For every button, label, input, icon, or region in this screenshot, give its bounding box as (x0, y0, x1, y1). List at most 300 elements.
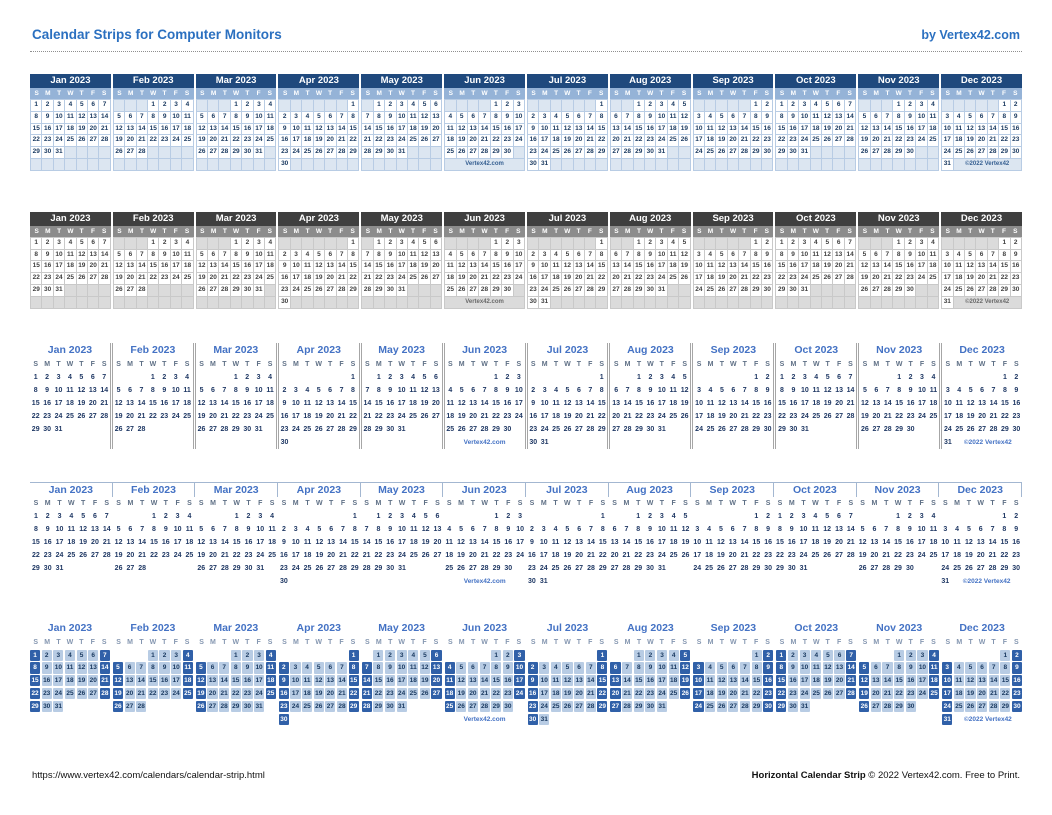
empty-cell (325, 100, 335, 111)
date-cell: 6 (834, 650, 844, 661)
date-cell: 19 (419, 124, 429, 135)
date-cell: 14 (138, 538, 147, 546)
weekday-letter: T (968, 90, 973, 97)
weekday-letter: S (267, 638, 273, 646)
empty-cell (231, 575, 243, 588)
empty-cell (798, 575, 810, 588)
date-cell: 7 (362, 112, 372, 123)
date-cell: 5 (965, 662, 975, 673)
date-cell: 22 (634, 551, 643, 559)
date-cell: 13 (574, 675, 584, 686)
date-cell: 20 (325, 688, 335, 699)
date-cell: 19 (823, 675, 833, 686)
date-cell: 16 (646, 399, 655, 407)
empty-cell (739, 510, 751, 523)
empty-cell (147, 436, 158, 449)
empty-cell (788, 714, 798, 725)
weekday-letter: T (885, 227, 890, 235)
empty-cell (611, 238, 621, 249)
source-url: https://www.vertex42.com/calendars/calendar-strip.html (32, 769, 265, 781)
date-cell: 26 (420, 412, 429, 420)
date-cell: 19 (314, 135, 324, 146)
date-cell: 8 (352, 525, 357, 533)
date-cell: 11 (265, 112, 275, 123)
weekday-letter: M (707, 90, 714, 97)
date-cell: 29 (751, 147, 761, 158)
weekday-letter: T (328, 227, 333, 235)
empty-cell (408, 701, 418, 712)
empty-cell (372, 575, 384, 588)
date-cell: 21 (219, 273, 229, 284)
date-cell: 27 (431, 135, 441, 146)
date-cell: 12 (680, 386, 689, 394)
date-cell: 19 (563, 412, 572, 420)
empty-cell (976, 371, 987, 384)
date-cell: 16 (788, 261, 798, 272)
empty-cell (811, 285, 821, 296)
date-cell: 9 (159, 112, 169, 123)
weekday-letter: T (802, 360, 807, 368)
date-cell: 8 (148, 662, 158, 673)
date-cell: 26 (859, 147, 869, 158)
empty-cell (443, 510, 455, 523)
date-cell: 27 (872, 425, 881, 433)
empty-cell (160, 575, 172, 588)
empty-cell (679, 285, 689, 296)
date-cell: 19 (420, 399, 429, 407)
empty-cell (291, 159, 301, 170)
weekday-letter: T (990, 499, 995, 507)
empty-cell (871, 371, 882, 384)
month-block (445, 621, 525, 725)
date-cell: 10 (657, 525, 666, 533)
date-cell: 4 (270, 512, 275, 520)
weekday-letter: M (624, 90, 631, 97)
empty-cell (265, 285, 275, 296)
empty-cell (539, 100, 549, 111)
date-cell: 10 (254, 250, 264, 261)
date-cell: 4 (553, 525, 558, 533)
empty-cell (928, 562, 940, 575)
date-cell: 17 (514, 675, 524, 686)
empty-cell (833, 159, 843, 170)
empty-cell (928, 147, 938, 158)
date-cell: 13 (469, 399, 478, 407)
weekday-letter: T (162, 638, 167, 646)
date-cell: 24 (917, 688, 927, 699)
date-cell: 12 (562, 675, 572, 686)
date-grid (361, 99, 442, 171)
date-cell: 1 (233, 373, 238, 381)
date-cell: 13 (728, 675, 738, 686)
date-cell: 9 (765, 386, 770, 394)
date-cell: 28 (882, 564, 891, 572)
date-cell: 26 (77, 135, 87, 146)
date-cell: 24 (171, 412, 180, 420)
date-cell: 7 (589, 525, 593, 533)
date-cell: 15 (776, 538, 784, 546)
date-cell: 12 (679, 250, 689, 261)
date-cell: 1 (1002, 512, 1007, 520)
date-grid (774, 510, 857, 588)
date-cell: 10 (917, 662, 927, 673)
empty-cell (562, 297, 572, 308)
weekday-letter: M (873, 638, 880, 646)
date-cell: 17 (941, 551, 950, 559)
empty-cell (397, 297, 407, 308)
empty-cell (76, 423, 87, 436)
date-cell: 15 (373, 675, 383, 686)
date-cell: 21 (102, 538, 111, 546)
date-cell: 5 (81, 512, 86, 520)
weekday-letter: W (812, 360, 820, 368)
weekday-letter: T (388, 360, 393, 368)
date-cell: 17 (657, 675, 667, 686)
weekday-letter: F (339, 638, 344, 646)
weekday-header (775, 226, 856, 237)
month-block (527, 212, 608, 309)
empty-cell (679, 297, 689, 308)
date-cell: 10 (800, 662, 810, 673)
date-cell: 4 (707, 525, 712, 533)
date-cell: 25 (669, 412, 678, 420)
date-cell: 31 (539, 714, 549, 725)
empty-cell (266, 714, 276, 725)
date-cell: 17 (173, 538, 182, 546)
date-cell: 16 (645, 261, 655, 272)
date-cell: 17 (539, 135, 549, 146)
weekday-letter: W (894, 499, 902, 507)
date-cell: 19 (823, 399, 832, 407)
date-cell: 10 (800, 386, 809, 394)
weekday-letter: W (481, 227, 488, 235)
date-cell: 23 (385, 688, 395, 699)
weekday-header (279, 358, 359, 371)
date-cell: 17 (53, 675, 63, 686)
date-cell: 22 (492, 412, 500, 420)
weekday-letter: F (90, 90, 95, 97)
date-cell: 3 (254, 100, 264, 111)
date-cell: 4 (266, 650, 276, 661)
empty-cell (609, 575, 621, 588)
empty-cell (457, 238, 467, 249)
empty-cell (762, 575, 774, 588)
date-grid (527, 237, 608, 309)
date-cell: 13 (611, 124, 621, 135)
date-cell: 10 (799, 250, 809, 261)
date-cell: 19 (858, 551, 867, 559)
weekday-letter: W (978, 360, 986, 368)
empty-cell (833, 423, 844, 436)
empty-cell (172, 562, 184, 575)
date-cell: 8 (491, 112, 501, 123)
empty-cell (219, 714, 229, 725)
empty-cell (514, 147, 524, 158)
month-block (361, 74, 442, 171)
weekday-header (113, 497, 196, 510)
month-title: Feb 2023 (130, 343, 176, 356)
weekday-letter: M (623, 499, 630, 507)
month-title: May 2023 (378, 621, 425, 634)
date-grid (859, 649, 939, 725)
date-cell: 15 (776, 124, 786, 135)
date-cell: 3 (175, 512, 180, 520)
date-cell: 18 (409, 538, 418, 546)
empty-cell (634, 159, 644, 170)
date-cell: 16 (386, 399, 395, 407)
date-cell: 1 (376, 512, 381, 520)
date-cell: 31 (799, 147, 809, 158)
date-cell: 3 (173, 373, 178, 381)
date-cell: 16 (1011, 124, 1021, 135)
date-cell: 25 (552, 425, 560, 433)
empty-cell (243, 575, 255, 588)
date-cell: 20 (871, 135, 881, 146)
date-cell: 22 (491, 688, 501, 699)
date-cell: 15 (348, 261, 358, 272)
empty-cell (954, 371, 965, 384)
date-cell: 27 (834, 688, 844, 699)
empty-cell (408, 714, 418, 725)
empty-cell (905, 159, 915, 170)
month-title: Sep 2023 (693, 74, 774, 88)
date-cell: 23 (645, 688, 655, 699)
date-cell: 5 (825, 512, 830, 520)
weekday-letter: S (777, 499, 783, 507)
date-cell: 3 (694, 250, 704, 261)
date-cell: 8 (148, 250, 158, 261)
empty-cell (314, 238, 324, 249)
date-cell: 19 (419, 261, 429, 272)
date-cell: 2 (42, 650, 52, 661)
date-cell: 4 (302, 112, 312, 123)
weekday-letter: T (140, 499, 145, 507)
date-cell: 24 (799, 135, 809, 146)
date-cell: 21 (339, 551, 347, 559)
weekday-letter: S (350, 360, 356, 368)
empty-cell (195, 575, 207, 588)
empty-cell (574, 714, 584, 725)
date-cell: 23 (645, 273, 655, 284)
date-cell: 21 (622, 551, 631, 559)
date-cell: 30 (645, 285, 655, 296)
weekday-header (30, 226, 111, 237)
month-block (193, 343, 276, 449)
month-title: Jan 2023 (30, 212, 111, 226)
date-cell: 11 (408, 250, 418, 261)
date-cell: 12 (196, 675, 206, 686)
weekday-letter: T (719, 227, 724, 235)
weekday-letter: S (198, 499, 204, 507)
date-cell: 29 (635, 425, 643, 433)
empty-cell (137, 297, 147, 308)
month-block (773, 343, 856, 449)
date-cell: 3 (258, 512, 263, 520)
date-cell: 5 (317, 525, 322, 533)
date-cell: 29 (778, 425, 786, 433)
month-block (113, 621, 193, 725)
date-cell: 11 (954, 124, 964, 135)
empty-cell (100, 701, 110, 712)
date-cell: 14 (479, 261, 489, 272)
date-cell: 7 (988, 112, 998, 123)
date-grid (528, 371, 608, 449)
date-cell: 17 (291, 412, 300, 420)
month-title: Dec 2023 (939, 482, 1022, 497)
date-cell: 9 (385, 662, 395, 673)
date-cell: 12 (457, 399, 466, 407)
date-cell: 1 (374, 100, 384, 111)
date-cell: 8 (634, 662, 644, 673)
weekday-letter: T (908, 638, 913, 646)
empty-cell (136, 714, 146, 725)
empty-cell (31, 297, 41, 308)
date-cell: 30 (1011, 285, 1021, 296)
month-title: Jun 2023 (462, 343, 508, 356)
empty-cell (585, 238, 595, 249)
empty-cell (880, 575, 892, 588)
date-cell: 23 (503, 688, 513, 699)
date-cell: 2 (763, 650, 773, 661)
date-cell: 2 (242, 100, 252, 111)
date-cell: 8 (374, 112, 384, 123)
date-cell: 31 (540, 438, 549, 446)
empty-cell (279, 371, 290, 384)
date-cell: 22 (596, 273, 606, 284)
date-cell: 15 (492, 538, 501, 546)
empty-cell (574, 159, 584, 170)
date-cell: 18 (928, 124, 938, 135)
empty-cell (561, 575, 573, 588)
empty-cell (845, 159, 855, 170)
month-title: Jan 2023 (47, 343, 93, 356)
date-cell: 12 (197, 399, 206, 407)
month-title: Jul 2023 (527, 74, 608, 88)
empty-cell (99, 159, 109, 170)
empty-cell (776, 297, 786, 308)
month-block (691, 482, 774, 588)
empty-cell (562, 371, 573, 384)
date-cell: 7 (882, 662, 892, 673)
weekday-letter: M (44, 360, 51, 368)
weekday-letter: M (790, 90, 797, 97)
date-cell: 24 (916, 273, 926, 284)
date-cell: 9 (246, 525, 251, 533)
date-cell: 9 (789, 525, 794, 533)
date-cell: 15 (231, 399, 240, 407)
date-cell: 13 (574, 261, 584, 272)
date-cell: 1 (494, 512, 499, 520)
date-cell: 29 (32, 564, 40, 572)
date-cell: 9 (242, 250, 252, 261)
empty-cell (715, 510, 727, 523)
weekday-letter: F (1002, 227, 1007, 235)
date-cell: 25 (954, 285, 964, 296)
date-cell: 20 (125, 688, 135, 699)
date-cell: 9 (528, 261, 538, 272)
date-cell: 4 (445, 112, 455, 123)
weekday-letter: W (315, 360, 323, 368)
empty-cell (668, 436, 679, 449)
date-cell: 6 (612, 525, 617, 533)
empty-cell (77, 575, 89, 588)
empty-cell (207, 650, 217, 661)
date-cell: 6 (577, 525, 582, 533)
empty-cell (325, 650, 335, 661)
empty-cell (207, 575, 219, 588)
empty-cell (786, 575, 798, 588)
month-title: Jul 2023 (546, 343, 589, 356)
weekday-header (30, 497, 113, 510)
empty-cell (574, 238, 584, 249)
weekday-letter: T (494, 499, 499, 507)
weekday-letter: T (222, 360, 227, 368)
date-cell: 18 (302, 688, 312, 699)
date-cell: 17 (657, 399, 666, 407)
empty-cell (54, 159, 64, 170)
date-cell: 28 (739, 285, 749, 296)
empty-cell (750, 575, 762, 588)
date-cell: 1 (148, 650, 158, 661)
date-cell: 6 (728, 112, 738, 123)
date-cell: 17 (397, 124, 407, 135)
date-cell: 20 (88, 399, 97, 407)
empty-cell (893, 159, 903, 170)
weekday-letter: T (659, 90, 664, 97)
date-cell: 5 (683, 512, 688, 520)
date-cell: 11 (706, 399, 715, 407)
empty-cell (528, 650, 538, 661)
empty-cell (882, 436, 893, 449)
weekday-letter: T (329, 499, 334, 507)
date-cell: 10 (656, 250, 666, 261)
date-cell: 26 (822, 135, 832, 146)
empty-cell (314, 714, 324, 725)
weekday-letter: W (315, 90, 322, 97)
empty-cell (77, 285, 87, 296)
empty-cell (337, 159, 347, 170)
date-cell: 28 (102, 551, 111, 559)
empty-cell (302, 436, 313, 449)
empty-cell (136, 650, 146, 661)
date-cell: 28 (337, 285, 347, 296)
weekday-header (278, 497, 361, 510)
weekday-letter: W (150, 227, 157, 235)
date-cell: 8 (1000, 662, 1010, 673)
empty-cell (88, 159, 98, 170)
month-title: Mar 2023 (213, 343, 259, 356)
empty-cell (313, 575, 325, 588)
empty-cell (739, 297, 749, 308)
empty-cell (219, 297, 229, 308)
date-cell: 6 (611, 250, 621, 261)
date-cell: 2 (1014, 512, 1019, 520)
empty-cell (751, 297, 761, 308)
date-cell: 4 (268, 373, 272, 381)
date-cell: 29 (30, 701, 40, 712)
weekday-header (30, 358, 110, 371)
weekday-letter: S (862, 227, 868, 235)
date-cell: 3 (945, 386, 950, 394)
date-cell: 6 (730, 525, 735, 533)
weekday-letter: S (448, 227, 453, 235)
date-cell: 27 (728, 285, 738, 296)
month-block (113, 74, 194, 171)
date-cell: 28 (480, 564, 489, 572)
weekday-letter: T (410, 90, 415, 97)
date-cell: 12 (681, 525, 690, 533)
date-cell: 19 (822, 124, 832, 135)
